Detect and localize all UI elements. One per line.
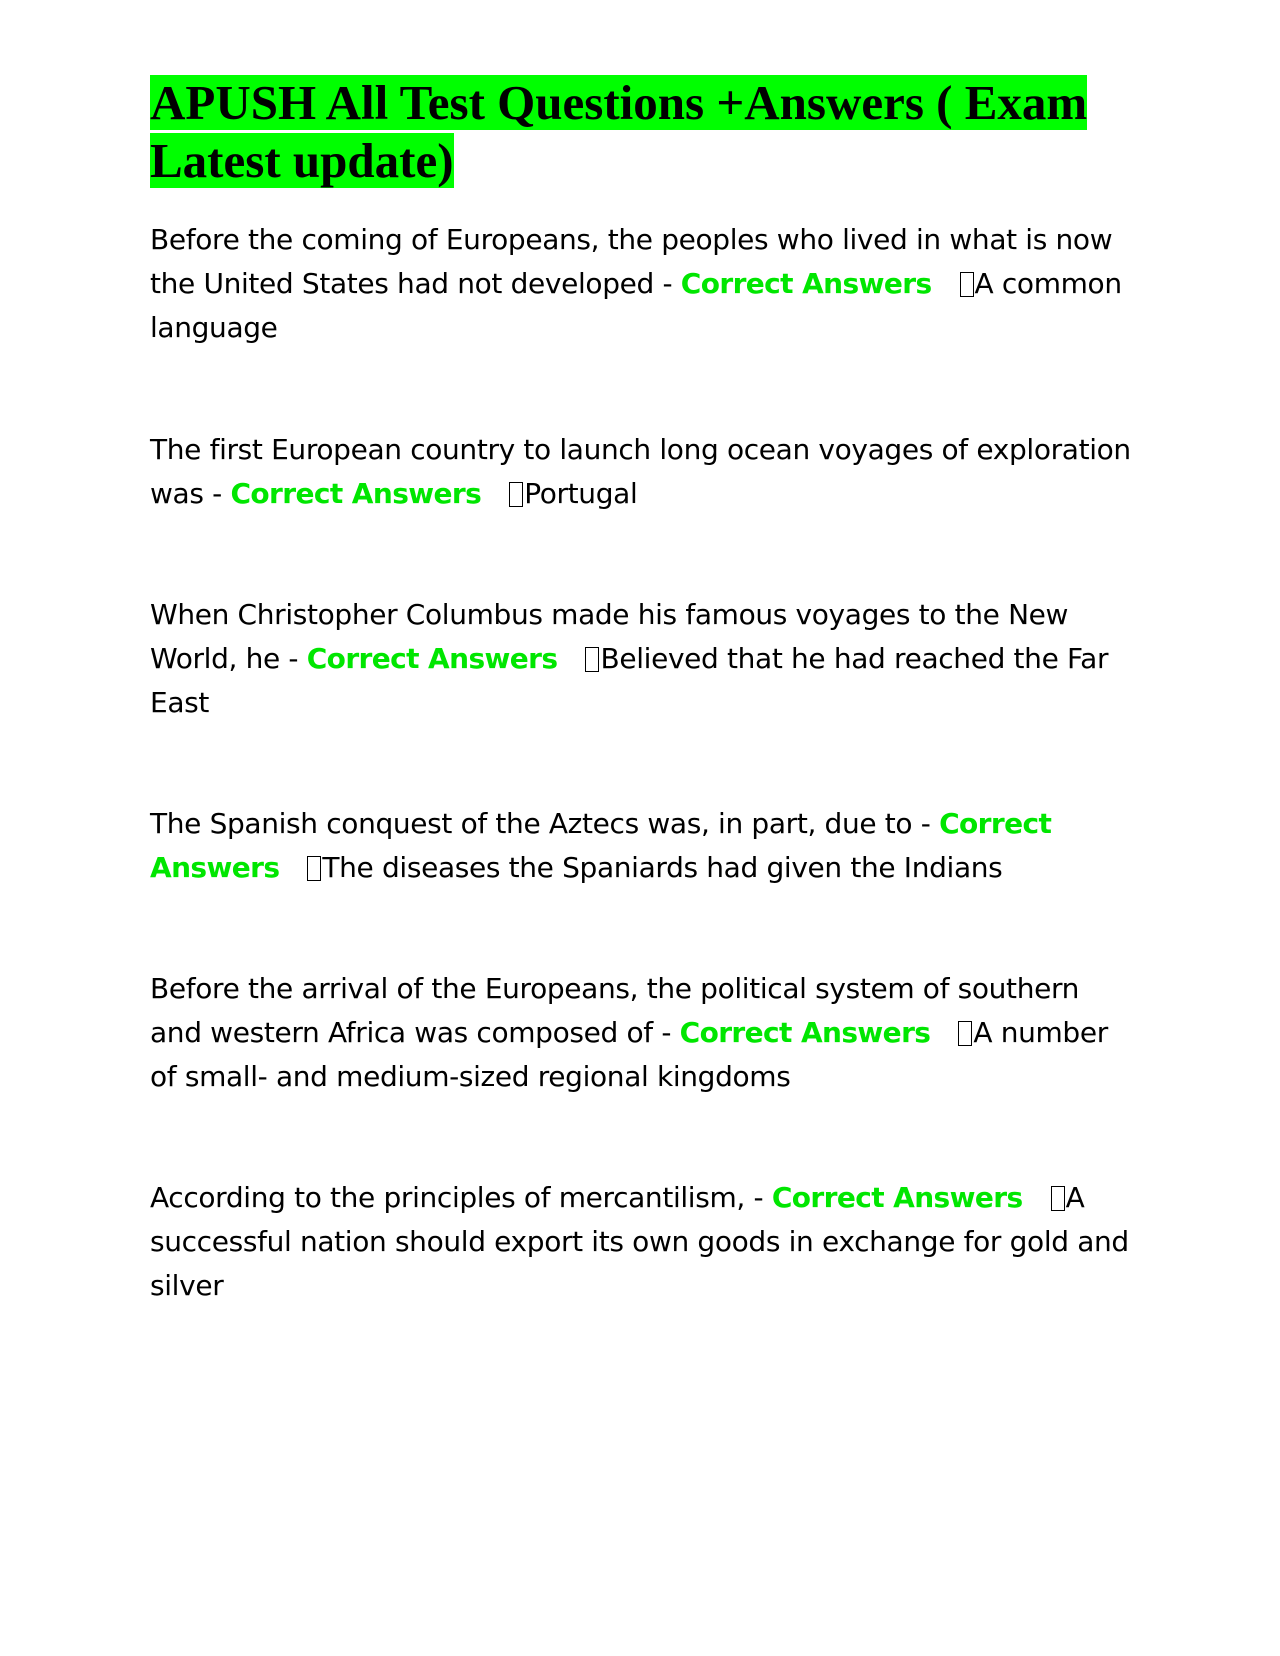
qa-item-1 bbox=[150, 218, 1135, 350]
missing-glyph-icon bbox=[307, 856, 321, 881]
document-title bbox=[150, 74, 1135, 190]
answer-text: Portugal bbox=[524, 477, 638, 510]
missing-glyph-icon bbox=[509, 482, 523, 507]
answer-text: A common language bbox=[150, 267, 1122, 344]
answer-text: A successful nation should export its own goods in exchange for gold and silver bbox=[150, 1181, 1129, 1302]
question-text: Before the coming of Europeans, the peoples who lived in what is now the United States had not developed bbox=[150, 223, 1113, 300]
question-text: According to the principles of mercantilism, bbox=[150, 1181, 745, 1214]
question-text: The first European country to launch long ocean voyages of exploration was bbox=[150, 433, 1131, 510]
document-body bbox=[150, 74, 1135, 1308]
correct-answers-label: Correct Answers bbox=[306, 642, 558, 675]
qa-item-3 bbox=[150, 593, 1135, 725]
correct-answers-label: Correct Answers bbox=[679, 1016, 931, 1049]
answer-text: A number of small- and medium-sized regional kingdoms bbox=[150, 1016, 1108, 1093]
correct-answers-label: Correct Answers bbox=[680, 267, 932, 300]
separator: - bbox=[279, 642, 307, 675]
correct-answers-label: Correct Answers bbox=[230, 477, 482, 510]
question-text: Before the arrival of the Europeans, the political system of southern and western Africa was composed of bbox=[150, 972, 1080, 1049]
answer-text: Believed that he had reached the Far East bbox=[150, 642, 1109, 719]
missing-glyph-icon bbox=[960, 272, 974, 297]
correct-answers-label: Correct Answers bbox=[150, 807, 1052, 884]
title-highlight: APUSH All Test Questions +Answers ( Exam Latest update) bbox=[150, 75, 1088, 188]
question-text: When Christopher Columbus made his famous voyages to the New World, he bbox=[150, 598, 1069, 675]
missing-glyph-icon bbox=[1051, 1186, 1065, 1211]
separator: - bbox=[912, 807, 940, 840]
correct-answers-label: Correct Answers bbox=[771, 1181, 1023, 1214]
separator: - bbox=[203, 477, 231, 510]
separator: - bbox=[653, 267, 681, 300]
question-text: The Spanish conquest of the Aztecs was, in part, due to bbox=[150, 807, 913, 840]
qa-item-6 bbox=[150, 1176, 1135, 1308]
qa-item-5 bbox=[150, 967, 1135, 1099]
qa-item-2 bbox=[150, 428, 1135, 516]
qa-item-4 bbox=[150, 802, 1135, 890]
separator: - bbox=[744, 1181, 772, 1214]
answer-text: The diseases the Spaniards had given the Indians bbox=[322, 851, 1003, 884]
separator: - bbox=[652, 1016, 680, 1049]
missing-glyph-icon bbox=[958, 1021, 972, 1046]
missing-glyph-icon bbox=[585, 647, 599, 672]
